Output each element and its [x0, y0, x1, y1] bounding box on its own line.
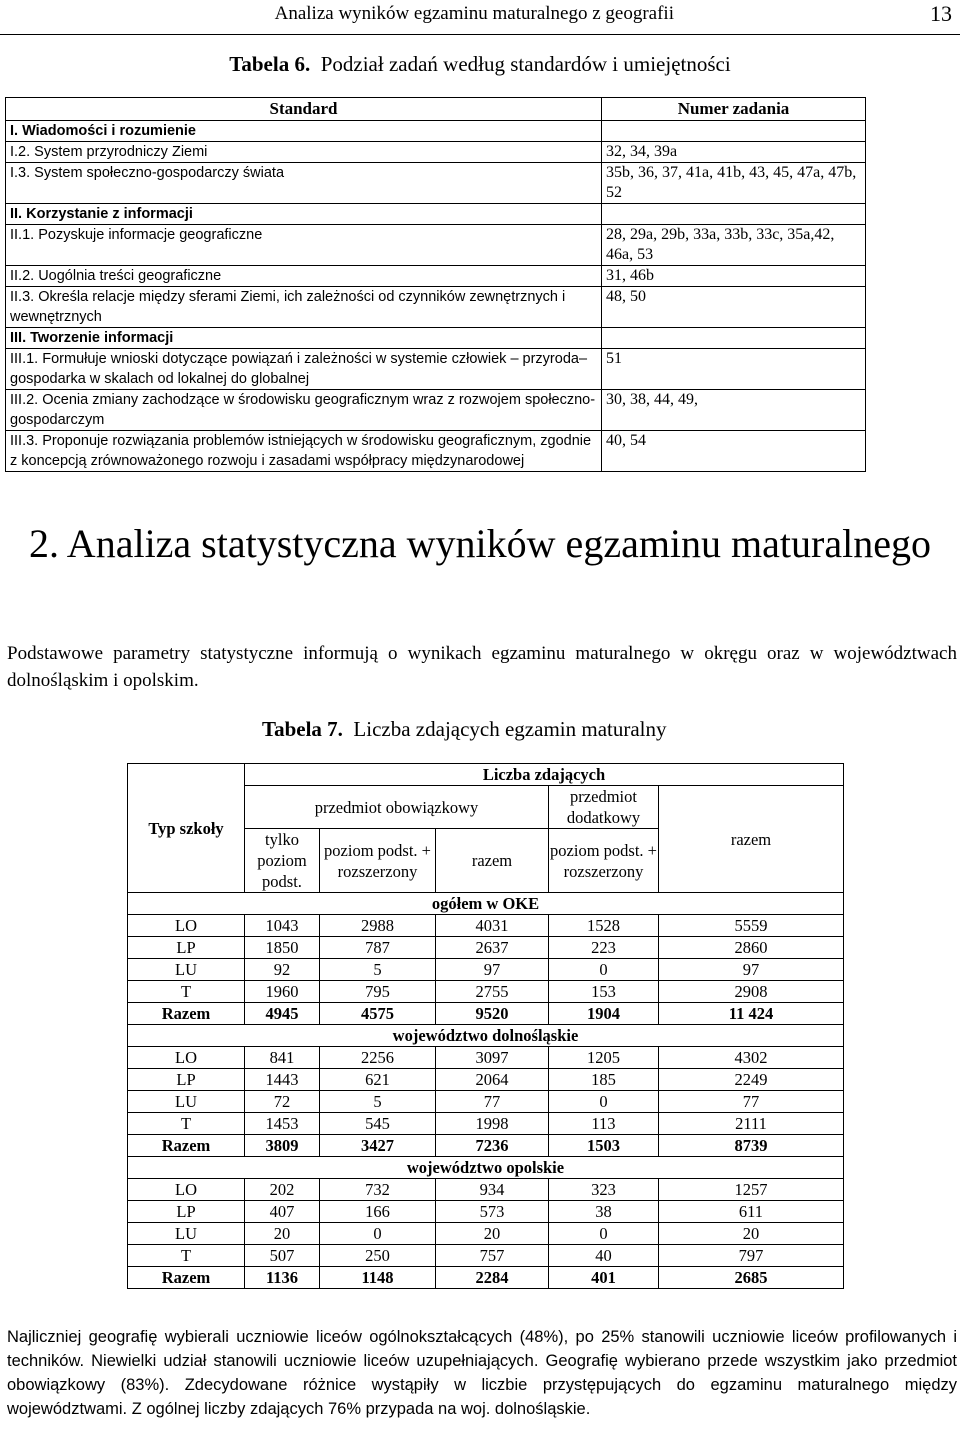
- table7-header-row1: [128, 764, 844, 786]
- table7-value: 1205: [549, 1047, 659, 1069]
- table7-row: [128, 1113, 844, 1135]
- table7-school-type: Razem: [128, 1003, 245, 1025]
- table7-row: [128, 1201, 844, 1223]
- table6-tasks-cell: 30, 38, 44, 49,: [602, 390, 866, 431]
- table6-standard-cell: II. Korzystanie z informacji: [6, 204, 602, 225]
- table7-h-dodatkowy: przedmiot dodatkowy: [549, 786, 659, 829]
- table7-row: [128, 1069, 844, 1091]
- table7-value: 2249: [659, 1069, 844, 1091]
- table7-value: 4575: [320, 1003, 436, 1025]
- table6-tasks-cell: 32, 34, 39a: [602, 142, 866, 163]
- table7-value: 1960: [245, 981, 320, 1003]
- table7-h-rozszerzony: poziom podst. + rozszerzony: [320, 829, 436, 893]
- table7-value: 2860: [659, 937, 844, 959]
- table7-row: [128, 1267, 844, 1289]
- table7-row: [128, 937, 844, 959]
- table6-title: Podział zadań według standardów i umiejętności: [320, 52, 731, 76]
- table7-value: 407: [245, 1201, 320, 1223]
- table6-tasks-cell: 51: [602, 349, 866, 390]
- table6-section-row: [6, 328, 866, 349]
- table6-tasks-cell: 28, 29a, 29b, 33a, 33b, 33c, 35a,42, 46a, 53: [602, 225, 866, 266]
- table7-value: 20: [245, 1223, 320, 1245]
- running-header: [0, 0, 960, 35]
- table7-value: 2637: [436, 937, 549, 959]
- table7-value: 323: [549, 1179, 659, 1201]
- table7-value: 611: [659, 1201, 844, 1223]
- table7-group-title: ogółem w OKE: [128, 893, 844, 915]
- table6: [5, 97, 866, 472]
- table6-tasks-cell: 35b, 36, 37, 41a, 41b, 43, 45, 47a, 47b, 52: [602, 163, 866, 204]
- table7-value: 2685: [659, 1267, 844, 1289]
- table7-value: 1998: [436, 1113, 549, 1135]
- table7-value: 0: [549, 1091, 659, 1113]
- table6-row: [6, 349, 866, 390]
- table7-value: 2284: [436, 1267, 549, 1289]
- table7-value: 1850: [245, 937, 320, 959]
- header-title: Analiza wyników egzaminu maturalnego z geografii: [274, 3, 674, 24]
- table6-caption: [0, 52, 960, 77]
- table7-value: 113: [549, 1113, 659, 1135]
- table7-value: 97: [436, 959, 549, 981]
- table7-h-razem: razem: [436, 829, 549, 893]
- table7-value: 934: [436, 1179, 549, 1201]
- table7-value: 5: [320, 959, 436, 981]
- table7-value: 20: [659, 1223, 844, 1245]
- table7-value: 2064: [436, 1069, 549, 1091]
- table7-value: 797: [659, 1245, 844, 1267]
- table7-value: 0: [320, 1223, 436, 1245]
- table7-school-type: T: [128, 1113, 245, 1135]
- table7-school-type: T: [128, 981, 245, 1003]
- table6-standard-cell: III.3. Proponuje rozwiązania problemów istniejących w środowisku geograficznym, zgodnie z koncepcją zrównoważonego rozwoju i zasadami współpracy międzynarodowej: [6, 431, 602, 472]
- table6-tasks-cell: [602, 328, 866, 349]
- table7-value: 0: [549, 1223, 659, 1245]
- table6-standard-cell: III.2. Ocenia zmiany zachodzące w środowisku geograficznym wraz z rozwojem społeczno-gospodarczym: [6, 390, 602, 431]
- table7-value: 153: [549, 981, 659, 1003]
- table6-row: [6, 287, 866, 328]
- table7-school-type: LO: [128, 915, 245, 937]
- table7-school-type: LU: [128, 959, 245, 981]
- table7-value: 7236: [436, 1135, 549, 1157]
- table6-section-row: [6, 121, 866, 142]
- page-number: 13: [930, 1, 952, 26]
- table7-value: 166: [320, 1201, 436, 1223]
- table7-value: 3427: [320, 1135, 436, 1157]
- table7-value: 507: [245, 1245, 320, 1267]
- table7-school-type: LP: [128, 937, 245, 959]
- table7-h-obowiazkowy: przedmiot obowiązkowy: [245, 786, 549, 829]
- table7-value: 1257: [659, 1179, 844, 1201]
- table7-h-liczba: Liczba zdających: [245, 764, 844, 786]
- table7-value: 573: [436, 1201, 549, 1223]
- table7-group-title: województwo dolnośląskie: [128, 1025, 844, 1047]
- table6-tasks-cell: 40, 54: [602, 431, 866, 472]
- table7-row: [128, 1135, 844, 1157]
- table7-value: 1148: [320, 1267, 436, 1289]
- table7-value: 77: [436, 1091, 549, 1113]
- table7-row: [128, 1223, 844, 1245]
- table7-value: 0: [549, 959, 659, 981]
- table7-school-type: T: [128, 1245, 245, 1267]
- table7-value: 841: [245, 1047, 320, 1069]
- table7-school-type: LP: [128, 1201, 245, 1223]
- table6-row: [6, 142, 866, 163]
- table7-value: 757: [436, 1245, 549, 1267]
- table6-tasks-cell: [602, 121, 866, 142]
- table7-group-row: [128, 893, 844, 915]
- table7-value: 1904: [549, 1003, 659, 1025]
- table7-school-type: Razem: [128, 1267, 245, 1289]
- table7-value: 1043: [245, 915, 320, 937]
- table7-row: [128, 1091, 844, 1113]
- table6-section-row: [6, 204, 866, 225]
- table7-caption: [262, 717, 667, 742]
- table7-school-type: Razem: [128, 1135, 245, 1157]
- table6-col-standard: Standard: [6, 98, 602, 121]
- table7-row: [128, 1047, 844, 1069]
- table7-value: 3809: [245, 1135, 320, 1157]
- table7-value: 38: [549, 1201, 659, 1223]
- table7-value: 621: [320, 1069, 436, 1091]
- table6-tasks-cell: 31, 46b: [602, 266, 866, 287]
- table7-value: 1136: [245, 1267, 320, 1289]
- table7-value: 4945: [245, 1003, 320, 1025]
- table7-row: [128, 1179, 844, 1201]
- table7-value: 77: [659, 1091, 844, 1113]
- table7-h-tylko: tylko poziom podst.: [245, 829, 320, 893]
- summary-paragraph: Najliczniej geografię wybierali uczniowie liceów ogólnokształcących (48%), po 25% stanowili uczniowie liceów profilowanych i techników. Niewielki udział stanowili uczniowie liceów uzupełniających. Geografię wybierano przede wszystkim jako przedmiot obowiązkowy (83%). Zdecydowane różnice wystąpiły w liczbie przystępujących do egzaminu maturalnego między województwami. Z ogólnej liczby zdających 76% przypada na woj. dolnośląskie.: [7, 1328, 957, 1418]
- table7-value: 4302: [659, 1047, 844, 1069]
- table7-value: 9520: [436, 1003, 549, 1025]
- table7-group-title: województwo opolskie: [128, 1157, 844, 1179]
- table7-value: 2908: [659, 981, 844, 1003]
- intro-paragraph: Podstawowe parametry statystyczne informują o wynikach egzaminu maturalnego w okręgu oraz w województwach dolnośląskim i opolskim.: [7, 643, 957, 691]
- table7-value: 223: [549, 937, 659, 959]
- table6-tasks-cell: [602, 204, 866, 225]
- table7-row: [128, 981, 844, 1003]
- table6-header-row: [6, 98, 866, 121]
- table6-row: [6, 431, 866, 472]
- table6-standard-cell: I.2. System przyrodniczy Ziemi: [6, 142, 602, 163]
- table7-h-razem-total: razem: [659, 786, 844, 893]
- table7-school-type: LO: [128, 1047, 245, 1069]
- table7-value: 545: [320, 1113, 436, 1135]
- table7-row: [128, 959, 844, 981]
- table7-row: [128, 915, 844, 937]
- table7-value: 185: [549, 1069, 659, 1091]
- table7: [127, 763, 844, 1289]
- table7-title: Liczba zdających egzamin maturalny: [353, 717, 667, 741]
- table7-h-typ: Typ szkoły: [128, 764, 245, 893]
- table6-standard-cell: I.3. System społeczno-gospodarczy świata: [6, 163, 602, 204]
- table7-value: 250: [320, 1245, 436, 1267]
- table7-value: 40: [549, 1245, 659, 1267]
- table7-h-dod-rozszerzony: poziom podst. + rozszerzony: [549, 829, 659, 893]
- table6-row: [6, 163, 866, 204]
- table7-value: 4031: [436, 915, 549, 937]
- table6-row: [6, 266, 866, 287]
- table7-value: 795: [320, 981, 436, 1003]
- table7-group-row: [128, 1025, 844, 1047]
- table7-value: 401: [549, 1267, 659, 1289]
- table7-value: 1443: [245, 1069, 320, 1091]
- table6-standard-cell: II.1. Pozyskuje informacje geograficzne: [6, 225, 602, 266]
- table6-row: [6, 225, 866, 266]
- table7-school-type: LP: [128, 1069, 245, 1091]
- table7-value: 2988: [320, 915, 436, 937]
- table6-standard-cell: III. Tworzenie informacji: [6, 328, 602, 349]
- table6-standard-cell: II.3. Określa relacje między sferami Ziemi, ich zależności od czynników zewnętrznych i wewnętrznych: [6, 287, 602, 328]
- table6-col-number: Numer zadania: [602, 98, 866, 121]
- table6-standard-cell: I. Wiadomości i rozumienie: [6, 121, 602, 142]
- table7-value: 11 424: [659, 1003, 844, 1025]
- table7-value: 2256: [320, 1047, 436, 1069]
- table7-value: 72: [245, 1091, 320, 1113]
- table7-value: 2111: [659, 1113, 844, 1135]
- table7-value: 92: [245, 959, 320, 981]
- table7-value: 20: [436, 1223, 549, 1245]
- table7-value: 97: [659, 959, 844, 981]
- table7-school-type: LU: [128, 1223, 245, 1245]
- table7-value: 732: [320, 1179, 436, 1201]
- table7-row: [128, 1003, 844, 1025]
- table7-value: 8739: [659, 1135, 844, 1157]
- table7-value: 787: [320, 937, 436, 959]
- table6-standard-cell: II.2. Uogólnia treści geograficzne: [6, 266, 602, 287]
- table7-value: 5559: [659, 915, 844, 937]
- table6-label: Tabela 6.: [229, 52, 311, 76]
- table7-school-type: LU: [128, 1091, 245, 1113]
- table7-school-type: LO: [128, 1179, 245, 1201]
- table6-standard-cell: III.1. Formułuje wnioski dotyczące powiązań i zależności w systemie człowiek – przyroda–gospodarka w skalach od lokalnej do globalnej: [6, 349, 602, 390]
- table7-value: 1503: [549, 1135, 659, 1157]
- table7-label: Tabela 7.: [262, 717, 343, 741]
- table7-value: 202: [245, 1179, 320, 1201]
- section-heading: 2. Analiza statystyczna wyników egzaminu maturalnego: [29, 521, 931, 566]
- table7-group-row: [128, 1157, 844, 1179]
- table7-value: 2755: [436, 981, 549, 1003]
- table7-row: [128, 1245, 844, 1267]
- table7-value: 1528: [549, 915, 659, 937]
- table7-value: 5: [320, 1091, 436, 1113]
- table6-row: [6, 390, 866, 431]
- table7-value: 3097: [436, 1047, 549, 1069]
- table6-tasks-cell: 48, 50: [602, 287, 866, 328]
- table7-value: 1453: [245, 1113, 320, 1135]
